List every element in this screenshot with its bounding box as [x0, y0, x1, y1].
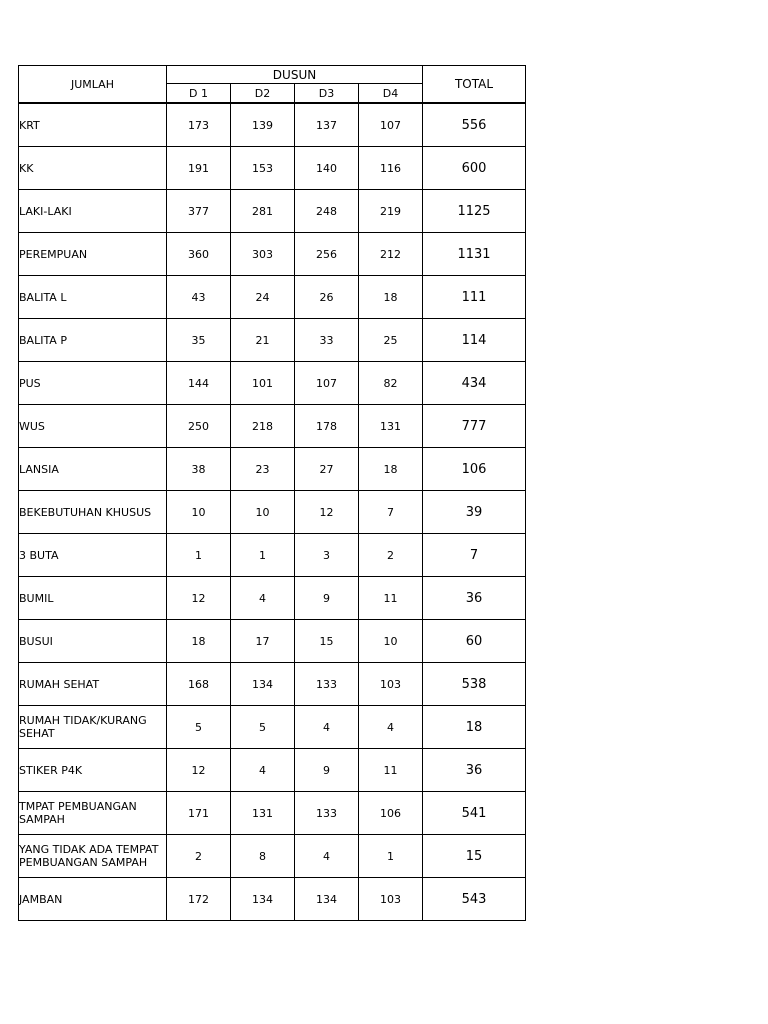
cell-d2: 4 [231, 749, 295, 792]
table-row [19, 362, 526, 405]
cell-d4: 4 [359, 706, 423, 749]
table-row [19, 835, 526, 878]
cell-d1: 171 [167, 792, 231, 835]
row-label: RUMAH SEHAT [19, 663, 167, 706]
cell-d2: 101 [231, 362, 295, 405]
row-label: BEKEBUTUHAN KHUSUS [19, 491, 167, 534]
cell-d3: 178 [295, 405, 359, 448]
row-label: BUMIL [19, 577, 167, 620]
table-row [19, 577, 526, 620]
header-dusun: DUSUN [167, 66, 423, 84]
row-label: BUSUI [19, 620, 167, 663]
cell-d1: 250 [167, 405, 231, 448]
cell-d4: 219 [359, 190, 423, 233]
cell-total: 1125 [423, 190, 526, 233]
cell-d1: 191 [167, 147, 231, 190]
cell-d3: 4 [295, 706, 359, 749]
cell-d3: 256 [295, 233, 359, 276]
cell-d2: 134 [231, 878, 295, 921]
header-total: TOTAL [423, 66, 526, 104]
cell-d4: 2 [359, 534, 423, 577]
table-row [19, 190, 526, 233]
row-label: TMPAT PEMBUANGAN SAMPAH [19, 792, 167, 835]
cell-d4: 103 [359, 878, 423, 921]
cell-d2: 218 [231, 405, 295, 448]
cell-d3: 33 [295, 319, 359, 362]
cell-d2: 281 [231, 190, 295, 233]
cell-total: 7 [423, 534, 526, 577]
row-label: YANG TIDAK ADA TEMPAT PEMBUANGAN SAMPAH [19, 835, 167, 878]
cell-d2: 1 [231, 534, 295, 577]
cell-d2: 8 [231, 835, 295, 878]
cell-total: 434 [423, 362, 526, 405]
cell-d1: 5 [167, 706, 231, 749]
cell-d2: 153 [231, 147, 295, 190]
cell-d3: 137 [295, 103, 359, 147]
cell-d3: 9 [295, 577, 359, 620]
cell-d3: 3 [295, 534, 359, 577]
table-row [19, 147, 526, 190]
cell-total: 777 [423, 405, 526, 448]
row-label: PEREMPUAN [19, 233, 167, 276]
cell-d2: 17 [231, 620, 295, 663]
cell-d1: 360 [167, 233, 231, 276]
cell-total: 114 [423, 319, 526, 362]
cell-d2: 24 [231, 276, 295, 319]
cell-d1: 35 [167, 319, 231, 362]
cell-d1: 1 [167, 534, 231, 577]
cell-d3: 12 [295, 491, 359, 534]
table-row [19, 620, 526, 663]
cell-d2: 5 [231, 706, 295, 749]
cell-d1: 173 [167, 103, 231, 147]
cell-d4: 106 [359, 792, 423, 835]
table-row [19, 706, 526, 749]
cell-d4: 82 [359, 362, 423, 405]
table-body [19, 103, 526, 921]
cell-d2: 4 [231, 577, 295, 620]
cell-d3: 27 [295, 448, 359, 491]
cell-d1: 2 [167, 835, 231, 878]
row-label: LANSIA [19, 448, 167, 491]
cell-d3: 133 [295, 792, 359, 835]
row-label: LAKI-LAKI [19, 190, 167, 233]
cell-d4: 11 [359, 577, 423, 620]
cell-d1: 18 [167, 620, 231, 663]
cell-d4: 116 [359, 147, 423, 190]
row-label: BALITA L [19, 276, 167, 319]
cell-total: 39 [423, 491, 526, 534]
cell-total: 541 [423, 792, 526, 835]
cell-d2: 23 [231, 448, 295, 491]
row-label: WUS [19, 405, 167, 448]
cell-total: 36 [423, 749, 526, 792]
cell-d4: 107 [359, 103, 423, 147]
cell-d2: 131 [231, 792, 295, 835]
row-label: JAMBAN [19, 878, 167, 921]
cell-d1: 43 [167, 276, 231, 319]
header-d2: D2 [231, 84, 295, 104]
cell-d3: 26 [295, 276, 359, 319]
cell-total: 1131 [423, 233, 526, 276]
cell-total: 36 [423, 577, 526, 620]
cell-d3: 107 [295, 362, 359, 405]
cell-d4: 18 [359, 448, 423, 491]
cell-d1: 38 [167, 448, 231, 491]
header-d4: D4 [359, 84, 423, 104]
cell-d3: 15 [295, 620, 359, 663]
cell-d4: 103 [359, 663, 423, 706]
cell-d1: 168 [167, 663, 231, 706]
table-row [19, 103, 526, 147]
cell-d3: 248 [295, 190, 359, 233]
table-row [19, 319, 526, 362]
cell-d4: 212 [359, 233, 423, 276]
row-label: KK [19, 147, 167, 190]
cell-d2: 10 [231, 491, 295, 534]
cell-d2: 303 [231, 233, 295, 276]
cell-total: 600 [423, 147, 526, 190]
cell-d1: 12 [167, 749, 231, 792]
table-row [19, 534, 526, 577]
row-label: STIKER P4K [19, 749, 167, 792]
cell-total: 538 [423, 663, 526, 706]
cell-d1: 377 [167, 190, 231, 233]
cell-d3: 140 [295, 147, 359, 190]
cell-d4: 25 [359, 319, 423, 362]
cell-d4: 10 [359, 620, 423, 663]
header-jumlah: JUMLAH [19, 66, 167, 104]
cell-d4: 1 [359, 835, 423, 878]
row-label: 3 BUTA [19, 534, 167, 577]
cell-d4: 18 [359, 276, 423, 319]
row-label: BALITA P [19, 319, 167, 362]
cell-d3: 133 [295, 663, 359, 706]
table-row [19, 491, 526, 534]
table-row [19, 448, 526, 491]
cell-total: 15 [423, 835, 526, 878]
table-row [19, 233, 526, 276]
cell-total: 106 [423, 448, 526, 491]
cell-d1: 144 [167, 362, 231, 405]
table-row [19, 749, 526, 792]
cell-d3: 134 [295, 878, 359, 921]
cell-d2: 139 [231, 103, 295, 147]
cell-d4: 7 [359, 491, 423, 534]
cell-d3: 4 [295, 835, 359, 878]
cell-d2: 134 [231, 663, 295, 706]
row-label: RUMAH TIDAK/KURANG SEHAT [19, 706, 167, 749]
cell-d4: 11 [359, 749, 423, 792]
cell-d2: 21 [231, 319, 295, 362]
table-row [19, 405, 526, 448]
cell-d1: 172 [167, 878, 231, 921]
table-row [19, 276, 526, 319]
cell-total: 543 [423, 878, 526, 921]
header-d1: D 1 [167, 84, 231, 104]
table-header [19, 66, 526, 104]
cell-total: 18 [423, 706, 526, 749]
table-row [19, 792, 526, 835]
cell-d1: 12 [167, 577, 231, 620]
population-table [18, 65, 526, 921]
cell-d3: 9 [295, 749, 359, 792]
cell-d4: 131 [359, 405, 423, 448]
cell-total: 556 [423, 103, 526, 147]
cell-total: 60 [423, 620, 526, 663]
table-row [19, 878, 526, 921]
cell-d1: 10 [167, 491, 231, 534]
row-label: KRT [19, 103, 167, 147]
cell-total: 111 [423, 276, 526, 319]
header-d3: D3 [295, 84, 359, 104]
row-label: PUS [19, 362, 167, 405]
table-row [19, 663, 526, 706]
